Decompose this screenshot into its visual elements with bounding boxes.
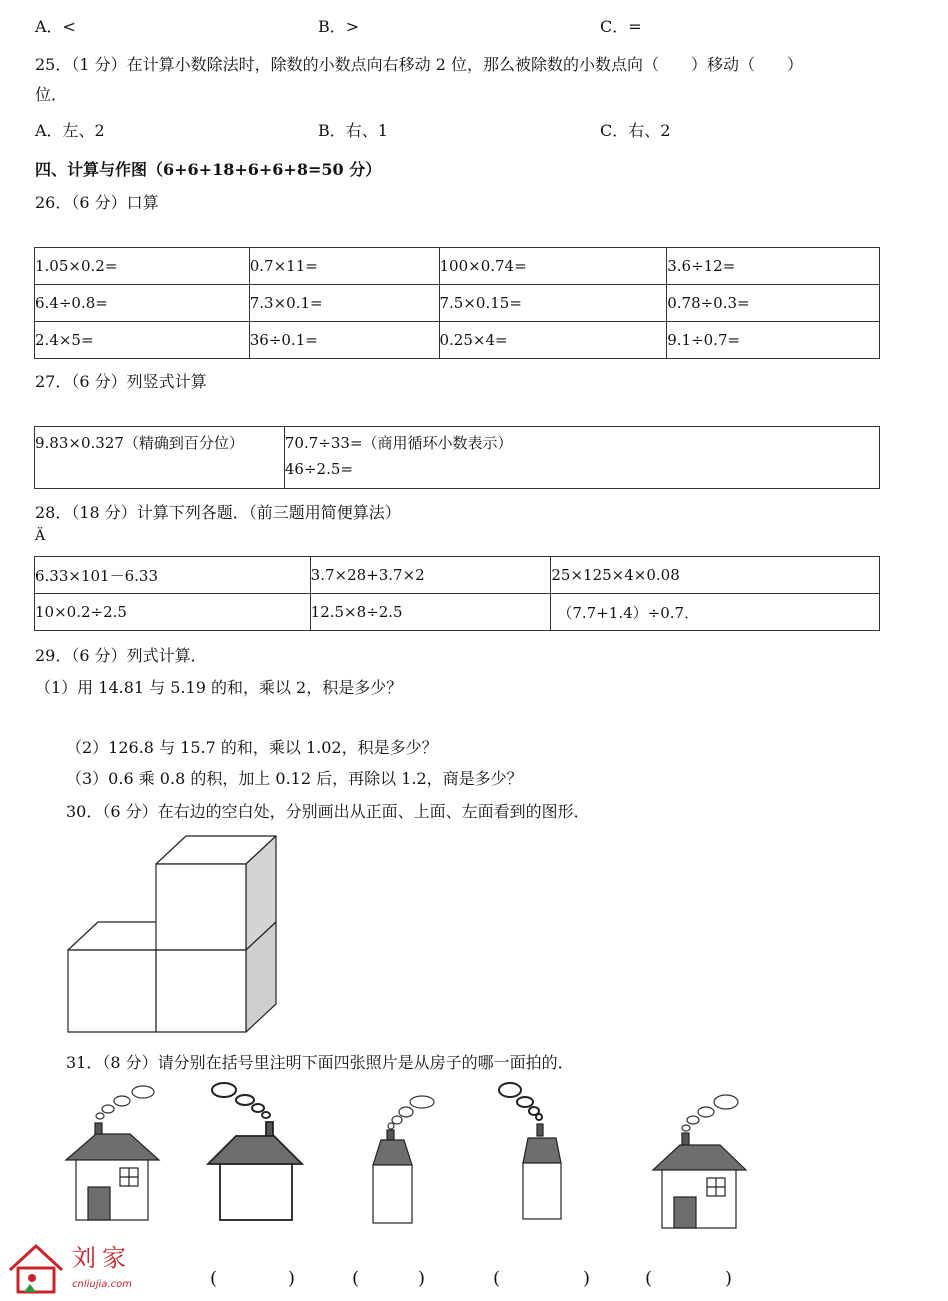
roof-icon <box>653 1145 746 1170</box>
chimney-icon <box>95 1123 102 1135</box>
roof-icon <box>523 1138 561 1163</box>
watermark-name: 刘家 <box>72 1244 132 1272</box>
table-cell: 3.7×28+3.7×2 <box>310 557 551 594</box>
table-cell: 7.3×0.1= <box>249 285 439 322</box>
q27-left-expression: 9.83×0.327（精确到百分位） <box>35 434 244 452</box>
q27-right-expression-2: 46÷2.5= <box>284 460 353 478</box>
house-photo-4 <box>490 1076 580 1226</box>
table-cell: 10×0.2÷2.5 <box>35 594 311 631</box>
wall-icon <box>373 1165 412 1223</box>
q28-title: 28．（18 分）计算下列各题．（前三题用简便算法） <box>35 503 401 522</box>
table-cell: 6.4÷0.8= <box>35 285 250 322</box>
q24-option-a: A．< <box>35 17 76 36</box>
door-icon <box>674 1197 696 1228</box>
answer-paren-4-open: ( <box>645 1268 653 1289</box>
q27-table <box>34 426 880 489</box>
table-row <box>35 248 880 285</box>
smoke-puff-icon <box>96 1113 104 1119</box>
q25-option-c: C．右、2 <box>600 121 671 140</box>
table-cell: 9.1÷0.7= <box>667 322 880 359</box>
door-icon <box>88 1187 110 1220</box>
q27-right-expression-1: 70.7÷33=（商用循环小数表示） <box>284 434 513 452</box>
q29-part-3: （3）0.6 乘 0.8 的积，加上 0.12 后，再除以 1.2，商是多少？ <box>66 769 523 788</box>
cube-upper-front <box>156 864 246 950</box>
answer-paren-4-close: ) <box>725 1268 733 1289</box>
table-cell: 0.7×11= <box>249 248 439 285</box>
q24-option-b: B．> <box>318 17 360 36</box>
q30-cube-figure <box>60 832 290 1042</box>
watermark-url: cnliujia.com <box>72 1279 132 1290</box>
q25-option-b: B．右、1 <box>318 121 388 140</box>
chimney-icon <box>387 1130 394 1140</box>
chimney-icon <box>266 1122 273 1136</box>
wall-icon <box>523 1163 561 1219</box>
answer-paren-2-close: ) <box>418 1268 426 1289</box>
answer-paren-2-open: ( <box>352 1268 360 1289</box>
smoke-puff-icon <box>687 1116 699 1124</box>
smoke-puff-icon <box>236 1095 254 1105</box>
q24-option-c: C．= <box>600 17 642 36</box>
q29-part-2: （2）126.8 与 15.7 的和，乘以 1.02，积是多少？ <box>66 738 438 757</box>
table-cell <box>284 427 879 489</box>
answer-paren-3-open: ( <box>493 1268 501 1289</box>
cube-right-front <box>156 950 246 1032</box>
table-cell: 12.5×8÷2.5 <box>310 594 551 631</box>
answer-paren-1-open: ( <box>210 1268 218 1289</box>
watermark-house-icon <box>6 1240 66 1296</box>
answer-paren-1-close: ) <box>288 1268 296 1289</box>
smoke-puff-icon <box>517 1097 533 1107</box>
smoke-puff-icon <box>252 1104 264 1112</box>
q26-table <box>34 247 880 359</box>
table-cell: （7.7+1.4）÷0.7． <box>551 594 880 631</box>
smoke-puff-icon <box>262 1112 270 1118</box>
smoke-puff-icon <box>102 1105 114 1113</box>
q26-title: 26．（6 分）口算 <box>35 193 159 212</box>
roof-icon <box>208 1136 302 1164</box>
cube-left-front <box>68 950 156 1032</box>
table-cell: 3.6÷12= <box>667 248 880 285</box>
table-row <box>35 322 880 359</box>
smoke-puff-icon <box>392 1116 402 1124</box>
roof-icon <box>66 1134 159 1160</box>
smoke-puff-icon <box>132 1086 154 1098</box>
table-cell: 25×125×4×0.08 <box>551 557 880 594</box>
table-cell: 1.05×0.2= <box>35 248 250 285</box>
table-cell: 0.78÷0.3= <box>667 285 880 322</box>
table-row <box>35 557 880 594</box>
chimney-icon <box>682 1133 689 1145</box>
q27-title: 27．（6 分）列竖式计算 <box>35 372 207 391</box>
table-cell <box>35 427 285 489</box>
smoke-puff-icon <box>714 1095 738 1109</box>
q25-text-line2: 位． <box>35 85 68 104</box>
q25-text-line1: 25．（1 分）在计算小数除法时，除数的小数点向右移动 2 位，那么被除数的小数点向（ ）移动（ ） <box>35 55 803 74</box>
q28-table <box>34 556 880 631</box>
q31-title: 31．（8 分）请分别在括号里注明下面四张照片是从房子的哪一面拍的． <box>66 1053 574 1072</box>
roof-icon <box>373 1140 412 1165</box>
smoke-puff-icon <box>682 1125 690 1131</box>
smoke-puff-icon <box>536 1114 542 1120</box>
house-photo-1 <box>60 1080 170 1225</box>
smoke-puff-icon <box>399 1107 413 1117</box>
table-cell: 0.25×4= <box>439 322 667 359</box>
q29-title: 29．（6 分）列式计算． <box>35 646 207 665</box>
section4-title: 四、计算与作图（6+6+18+6+6+8=50 分） <box>35 160 382 179</box>
table-row <box>35 594 880 631</box>
table-cell: 6.33×101－6.33 <box>35 557 311 594</box>
house-photo-5 <box>648 1088 758 1233</box>
smoke-puff-icon <box>212 1083 236 1097</box>
wall-icon <box>220 1164 292 1220</box>
smoke-puff-icon <box>114 1096 130 1106</box>
smoke-puff-icon <box>410 1096 434 1108</box>
house-photo-3 <box>360 1088 440 1228</box>
table-cell: 7.5×0.15= <box>439 285 667 322</box>
smoke-puff-icon <box>698 1107 714 1117</box>
table-cell: 100×0.74= <box>439 248 667 285</box>
q25-option-a: A．左、2 <box>35 121 105 140</box>
answer-paren-3-close: ) <box>583 1268 591 1289</box>
table-cell: 2.4×5= <box>35 322 250 359</box>
smoke-puff-icon <box>499 1083 521 1097</box>
q29-part-1: （1）用 14.81 与 5.19 的和，乘以 2，积是多少？ <box>35 678 403 697</box>
chimney-icon <box>537 1124 543 1136</box>
q30-title: 30．（6 分）在右边的空白处，分别画出从正面、上面、左面看到的图形． <box>66 802 590 821</box>
table-row <box>35 427 880 489</box>
house-photo-2 <box>200 1076 310 1226</box>
table-row <box>35 285 880 322</box>
table-cell: 36÷0.1= <box>249 322 439 359</box>
q28-stray-mark: Ä <box>35 528 46 544</box>
smoke-puff-icon <box>388 1123 394 1129</box>
